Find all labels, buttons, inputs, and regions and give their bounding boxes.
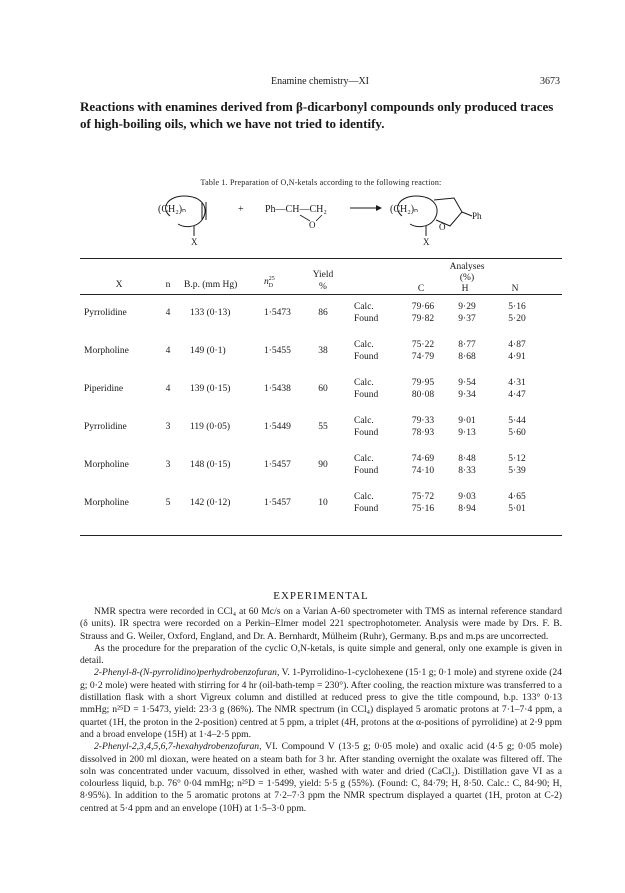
header-bp: B.p. (mm Hg) xyxy=(184,280,238,290)
product-phenyl: Ph xyxy=(472,211,482,221)
cell-bp: 119 (0·05) xyxy=(190,422,231,432)
cell-x: Pyrrolidine xyxy=(84,422,127,432)
header-analyses: Analyses xyxy=(449,262,485,272)
cell-bp: 148 (0·15) xyxy=(190,460,231,470)
table-top-rule xyxy=(80,258,562,259)
cell-found-value: 8·68 xyxy=(458,352,476,362)
cell-bp: 149 (0·1) xyxy=(190,346,226,356)
cell-found-label: Found xyxy=(354,352,379,362)
right-ring-label: (CH₂)ₙ xyxy=(390,204,419,215)
cell-calc-value: 9·03 xyxy=(458,492,476,502)
cell-nd: 1·5457 xyxy=(264,460,291,470)
cell-found-value: 5·39 xyxy=(508,466,526,476)
cell-found-label: Found xyxy=(354,390,379,400)
paragraph-compound-vi xyxy=(80,741,562,815)
cell-x: Piperidine xyxy=(84,384,124,394)
cell-found-label: Found xyxy=(354,504,379,514)
paragraph-procedure-note: As the procedure for the preparation of the cyclic O,N-ketals, is quite simple and general, only one example is given in detail. xyxy=(80,642,562,667)
cell-x: Morpholine xyxy=(84,346,129,356)
cell-found-value: 8·94 xyxy=(458,504,476,514)
cell-nd: 1·5449 xyxy=(264,422,291,432)
cell-calc-label: Calc. xyxy=(354,378,374,388)
right-substituent: X xyxy=(423,237,430,247)
cell-n: 4 xyxy=(165,346,171,356)
cell-found-value: 74·79 xyxy=(411,352,435,362)
cell-nd: 1·5455 xyxy=(264,346,291,356)
cell-calc-label: Calc. xyxy=(354,454,374,464)
paragraph-instruments: NMR spectra were recorded in CCl₄ at 60 Mc/s on a Varian A-60 spectrometer with TMS as internal reference standard (δ units). IR spectra were recorded on a Perkin–Elmer model 221 spectrophotometer. Analysis were made by Drs. F. B. Strauss and G. Weiler, Oxford, England, and Dr. A. Bernhardt, Mülheim (Ruhr), Germany. B.ps and m.ps are uncorrected. xyxy=(80,606,562,642)
cell-calc-value: 9·29 xyxy=(458,302,476,312)
cell-n: 3 xyxy=(165,460,171,470)
cell-calc-value: 8·77 xyxy=(458,340,476,350)
plus-sign: + xyxy=(238,204,244,215)
compound-v-body: V. 1-Pyrrolidino-1-cyclohexene (15·1 g; 0·1 mole) and styrene oxide (24 g; 0·2 mole) were heated with stirring for 4 hr (oil-bath-temp = 230°). After cooling, the reaction mixture was transferred to a distillation flask with a short Vigreux column and distilled at reduced press to give the title compound, b.p. 133° 0·13 mmHg; n²⁵D = 1·5473, yield: 23·3 g (86%). The NMR spectrum (in CCl₄) displayed 5 aromatic protons at 7·1–7·4 ppm, a quartet (1H, the proton in the 2-position) centred at 5 ppm, a triplet (4H, protons at the α-positions of pyrrolidine) at 2·9 ppm and a broad envelope (15H) at 1·4–2·5 ppm. xyxy=(80,667,562,740)
cell-calc-value: 9·01 xyxy=(458,416,476,426)
left-substituent: X xyxy=(191,237,198,247)
cell-calc-value: 9·54 xyxy=(458,378,476,388)
cell-found-value: 78·93 xyxy=(411,428,435,438)
table-caption: Table 1. Preparation of O,N-ketals according to the following reaction: xyxy=(200,178,442,187)
epoxide-oxygen: O xyxy=(309,220,316,230)
cell-yield: 86 xyxy=(318,308,328,318)
epoxide-formula: Ph—CH—CH₂ xyxy=(265,204,327,215)
cell-found-value: 8·33 xyxy=(458,466,476,476)
epoxide-reactant xyxy=(265,204,327,230)
running-header xyxy=(80,76,560,90)
cell-calc-label: Calc. xyxy=(354,340,374,350)
cell-found-value: 5·01 xyxy=(508,504,526,514)
cell-calc-value: 5·44 xyxy=(508,416,526,426)
enamine-reactant xyxy=(158,196,206,247)
paragraph-compound-v xyxy=(80,667,562,741)
intro-paragraph: Reactions with enamines derived from β-dicarbonyl compounds only produced traces of high-boiling oils, which we have not tried to identify. xyxy=(80,99,554,131)
cell-calc-value: 4·65 xyxy=(508,492,526,502)
cell-calc-value: 4·31 xyxy=(508,378,526,388)
cell-found-value: 5·60 xyxy=(508,428,526,438)
cell-x: Morpholine xyxy=(84,460,129,470)
cell-calc-value: 4·87 xyxy=(508,340,526,350)
running-title: Enamine chemistry—XI xyxy=(270,76,370,87)
cell-bp: 139 (0·15) xyxy=(190,384,231,394)
cell-calc-value: 74·69 xyxy=(411,454,435,464)
reaction-scheme xyxy=(150,190,510,248)
cell-nd: 1·5438 xyxy=(264,384,291,394)
cell-found-value: 9·37 xyxy=(458,314,476,324)
experimental-body xyxy=(80,606,562,815)
cell-found-value: 75·16 xyxy=(411,504,435,514)
reaction-arrow xyxy=(350,205,382,211)
cell-found-label: Found xyxy=(354,314,379,324)
cell-calc-value: 79·33 xyxy=(411,416,435,426)
experimental-heading: EXPERIMENTAL xyxy=(273,590,369,602)
cell-n: 3 xyxy=(165,422,171,432)
cell-yield: 90 xyxy=(318,460,328,470)
cell-found-value: 4·47 xyxy=(508,390,526,400)
header-refractive-index: $n^{25}_D$ xyxy=(264,276,275,290)
header-analyses-unit: (%) xyxy=(459,273,475,283)
compound-vi-body: VI. Compound V (13·5 g; 0·05 mole) and oxalic acid (4·5 g; 0·05 mole) dissolved in 200 ml dioxan, were heated on a steam bath for 3 hr. After standing overnight the oxalate was filtered off. The soln was concentrated under vacuum, dissolved in ether, washed with water and dried (CaCl₂). Distillation gave VI as a colourless liquid, b.p. 76° 0·04 mmHg; n²⁵D = 1·5499, yield: 5·5 g (55%). (Found: C, 84·79; H, 8·50. Calc.: C, 84·90; H, 8·95%). In addition to the 5 aromatic protons at 7·2–7·3 ppm the NMR spectrum displayed a quartet (1H, proton at C-2) centred at 5·4 ppm and an envelope (10H) at 1·5–3·0 ppm. xyxy=(80,741,562,814)
product-oxygen: O xyxy=(439,222,446,232)
cell-calc-value: 8·48 xyxy=(458,454,476,464)
cell-calc-value: 5·16 xyxy=(508,302,526,312)
table-header-rule xyxy=(80,294,562,295)
cell-yield: 38 xyxy=(318,346,328,356)
cell-found-value: 4·91 xyxy=(508,352,526,362)
cell-found-value: 9·34 xyxy=(458,390,476,400)
cell-found-label: Found xyxy=(354,428,379,438)
cell-nd: 1·5457 xyxy=(264,498,291,508)
header-yield: Yield xyxy=(312,270,334,280)
cell-calc-value: 79·66 xyxy=(411,302,435,312)
header-x: X xyxy=(115,280,123,290)
header-yield-unit: % xyxy=(319,282,327,292)
cell-bp: 142 (0·12) xyxy=(190,498,231,508)
cell-x: Pyrrolidine xyxy=(84,308,127,318)
cell-x: Morpholine xyxy=(84,498,129,508)
table-bottom-rule xyxy=(80,535,562,536)
cell-found-value: 79·82 xyxy=(411,314,435,324)
cell-calc-label: Calc. xyxy=(354,302,374,312)
compound-vi-title: 2-Phenyl-2,3,4,5,6,7-hexahydrobenzofuran, xyxy=(94,741,262,753)
header-c: C xyxy=(417,284,425,294)
compound-v-title: 2-Phenyl-8-(N-pyrrolidino)perhydrobenzofuran, xyxy=(94,667,280,679)
ketal-product xyxy=(390,196,482,247)
cell-bp: 133 (0·13) xyxy=(190,308,231,318)
cell-found-value: 80·08 xyxy=(411,390,435,400)
header-n: n xyxy=(165,280,171,290)
cell-found-label: Found xyxy=(354,466,379,476)
cell-calc-label: Calc. xyxy=(354,492,374,502)
left-ring-label: (CH₂)ₙ xyxy=(158,204,187,215)
cell-n: 5 xyxy=(165,498,171,508)
cell-found-value: 74·10 xyxy=(411,466,435,476)
cell-yield: 60 xyxy=(318,384,328,394)
cell-calc-value: 79·95 xyxy=(411,378,435,388)
cell-n: 4 xyxy=(165,384,171,394)
cell-yield: 10 xyxy=(318,498,328,508)
cell-calc-value: 75·72 xyxy=(411,492,435,502)
cell-calc-value: 5·12 xyxy=(508,454,526,464)
cell-calc-value: 75·22 xyxy=(411,340,435,350)
header-n-element: N xyxy=(511,284,519,294)
cell-yield: 55 xyxy=(318,422,328,432)
cell-found-value: 9·13 xyxy=(458,428,476,438)
cell-found-value: 5·20 xyxy=(508,314,526,324)
cell-calc-label: Calc. xyxy=(354,416,374,426)
cell-nd: 1·5473 xyxy=(264,308,291,318)
cell-n: 4 xyxy=(165,308,171,318)
header-h: H xyxy=(461,284,469,294)
page-number: 3673 xyxy=(540,76,560,87)
